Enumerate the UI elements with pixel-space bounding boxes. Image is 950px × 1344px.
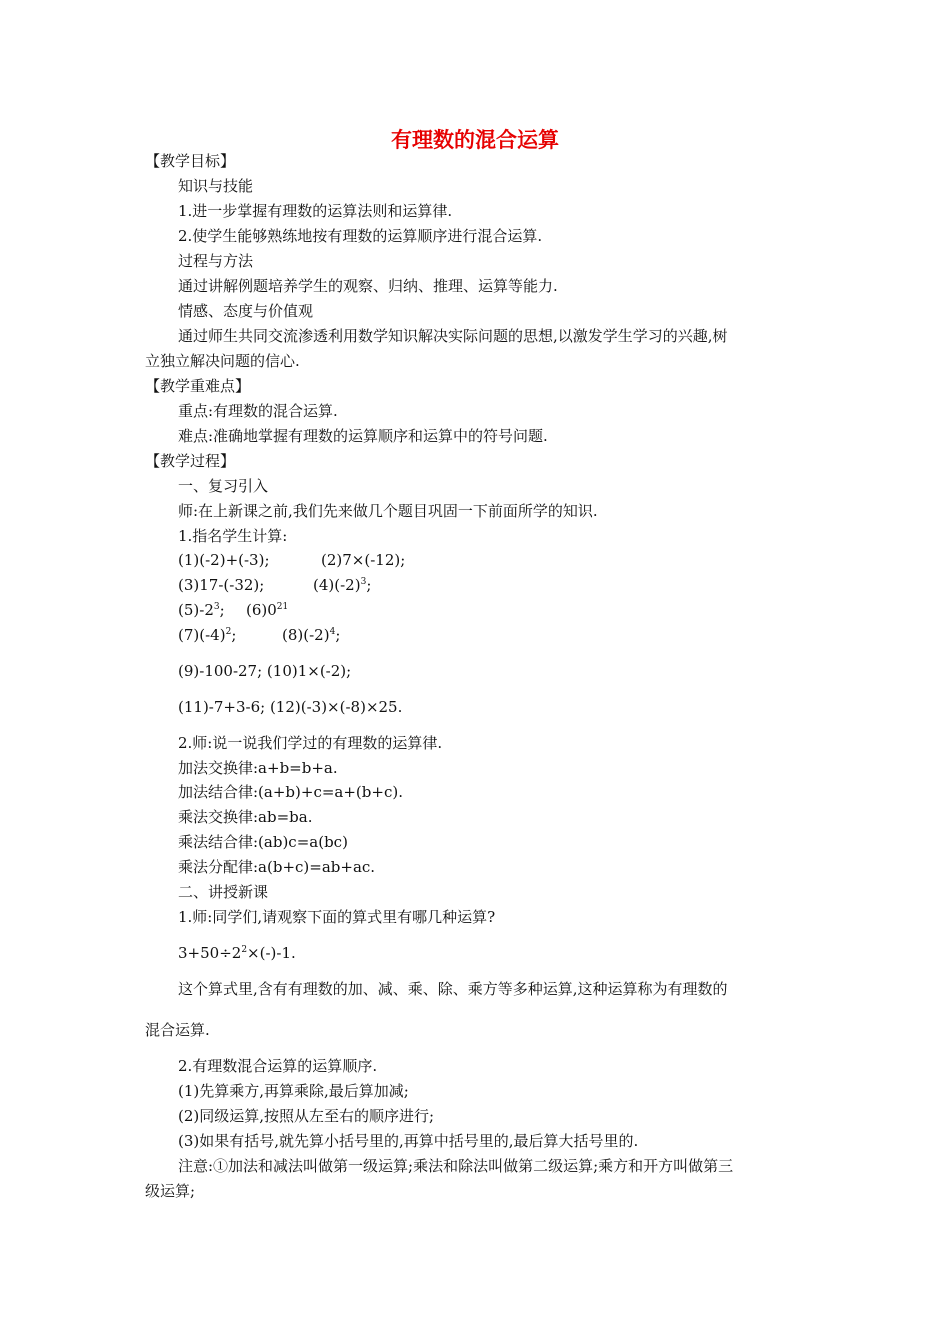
goals-line: 通过师生共同交流渗透利用数学知识解决实际问题的思想,以激发学生学习的兴趣,树 [178,327,728,345]
goals-line: 1.进一步掌握有理数的运算法则和运算律. [178,202,453,220]
exercise: $(4)(-2)^3$; [313,576,372,594]
process-line: (3)如果有括号,就先算小括号里的,再算中括号里的,最后算大括号里的. [178,1132,639,1150]
exercise: $(5)-2^3$; [178,601,225,619]
expression: $3+50\div 2^2\times(-)-1$. [178,944,296,962]
law-line: 加法结合律:(a+b)+c=a+(b+c). [178,783,403,801]
law-line: 加法交换律:a+b=b+a. [178,759,338,777]
process-line: 二、讲授新课 [178,883,269,901]
exercise: (3)17-(-32); [178,576,265,594]
exercise: $(6)0^{21}$ [246,601,289,619]
process-line: 注意:①加法和减法叫做第一级运算;乘法和除法叫做第二级运算;乘方和开方叫做第三 [178,1157,734,1175]
section-heading-goals: 【教学目标】 [145,152,236,170]
process-line: 师:在上新课之前,我们先来做几个题目巩固一下前面所学的知识. [178,502,598,520]
goals-line: 通过讲解例题培养学生的观察、归纳、推理、运算等能力. [178,277,558,295]
goals-line: 知识与技能 [178,177,254,195]
process-line: 这个算式里,含有有理数的加、减、乘、除、乘方等多种运算,这种运算称为有理数的 [178,980,728,998]
process-line: 1.指名学生计算: [178,527,288,545]
law-line: 乘法分配律:a(b+c)=ab+ac. [178,858,376,876]
exercise: (9)-100-27; (10)1×(-2); [178,662,352,680]
section-heading-key: 【教学重难点】 [145,377,251,395]
exercise: (1)(-2)+(-3); [178,551,270,569]
goals-line: 情感、态度与价值观 [178,302,314,320]
goals-line: 立独立解决问题的信心. [145,352,300,370]
exercise: (11)-7+3-6; (12)(-3)×(-8)×25. [178,698,403,716]
page-title: 有理数的混合运算 [391,128,559,152]
process-line: (2)同级运算,按照从左至右的顺序进行; [178,1107,435,1125]
process-line: 2.有理数混合运算的运算顺序. [178,1057,378,1075]
key-line: 重点:有理数的混合运算. [178,402,338,420]
process-line: 1.师:同学们,请观察下面的算式里有哪几种运算? [178,908,496,926]
process-line: (1)先算乘方,再算乘除,最后算加减; [178,1082,409,1100]
process-line: 2.师:说一说我们学过的有理数的运算律. [178,734,443,752]
process-line: 一、复习引入 [178,477,269,495]
exercise: $(7)(-4)^2$; [178,626,237,644]
key-line: 难点:准确地掌握有理数的运算顺序和运算中的符号问题. [178,427,548,445]
goals-line: 过程与方法 [178,252,254,270]
process-line: 混合运算. [145,1021,210,1039]
exercise: $(8)(-2)^4$; [282,626,341,644]
law-line: 乘法交换律:ab=ba. [178,808,313,826]
law-line: 乘法结合律:(ab)c=a(bc) [178,833,348,851]
section-heading-process: 【教学过程】 [145,452,236,470]
process-line: 级运算; [145,1182,196,1200]
exercise: (2)7×(-12); [321,551,406,569]
goals-line: 2.使学生能够熟练地按有理数的运算顺序进行混合运算. [178,227,543,245]
